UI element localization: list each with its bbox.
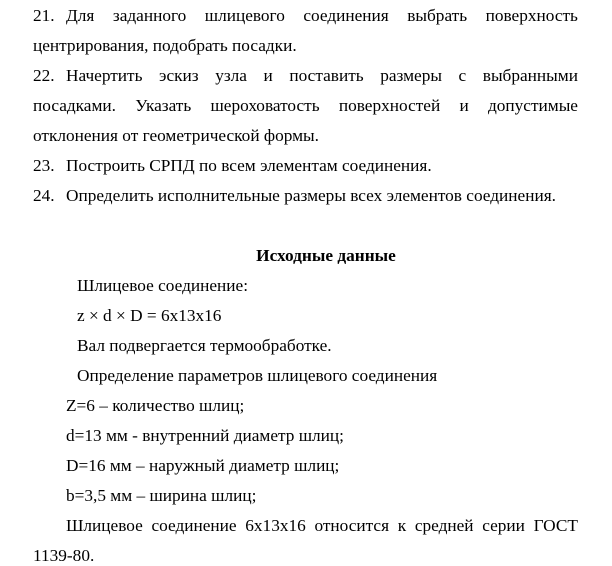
series-statement-line1 bbox=[66, 516, 578, 536]
section-heading: Исходные данные bbox=[256, 246, 396, 265]
list-item-22-word: с bbox=[458, 66, 467, 85]
list-item-22-line3: отклонения от геометрической формы. bbox=[33, 126, 319, 145]
param-outer-diameter: D=16 мм – наружный диаметр шлиц; bbox=[66, 456, 340, 475]
series-statement-word: относится bbox=[314, 516, 390, 535]
list-item-22-word: Указать bbox=[135, 96, 192, 115]
list-item-21-word: шлицевого bbox=[204, 6, 285, 25]
list-item-21-word: выбрать bbox=[407, 6, 468, 25]
spline-formula: z × d × D = 6x13x16 bbox=[77, 306, 222, 325]
list-item-21-word: Для bbox=[66, 6, 95, 25]
shaft-heat-treatment-note: Вал подвергается термообработке. bbox=[77, 336, 332, 355]
series-statement-word: Шлицевое bbox=[66, 516, 143, 535]
param-inner-diameter: d=13 мм - внутренний диаметр шлиц; bbox=[66, 426, 344, 445]
list-item-23-text: Построить СРПД по всем элементам соединения. bbox=[66, 156, 432, 175]
list-item-21-word: заданного bbox=[112, 6, 187, 25]
list-item-21-word: соединения bbox=[303, 6, 389, 25]
series-statement-word: ГОСТ bbox=[533, 516, 578, 535]
list-item-21-number: 21. bbox=[33, 6, 55, 25]
series-statement-word: средней bbox=[414, 516, 474, 535]
list-item-22-word: поставить bbox=[289, 66, 364, 85]
series-statement-line2: 1139-80. bbox=[33, 546, 95, 565]
param-width: b=3,5 мм – ширина шлиц; bbox=[66, 486, 257, 505]
series-statement-word: серии bbox=[482, 516, 525, 535]
parameters-title: Определение параметров шлицевого соединения bbox=[77, 366, 438, 385]
list-item-22-word: и bbox=[263, 66, 273, 85]
list-item-22-word: выбранными bbox=[482, 66, 578, 85]
list-item-24-text: Определить исполнительные размеры всех элементов соединения. bbox=[66, 186, 556, 205]
list-item-21-word: поверхность bbox=[485, 6, 578, 25]
list-item-22-number: 22. bbox=[33, 66, 55, 85]
list-item-22-line2 bbox=[33, 96, 578, 116]
list-item-23-number: 23. bbox=[33, 156, 55, 175]
list-item-22-word: узла bbox=[215, 66, 247, 85]
list-item-22-word: шероховатость bbox=[210, 96, 320, 115]
list-item-21-line1 bbox=[66, 6, 578, 26]
list-item-21-line2: центрирования, подобрать посадки. bbox=[33, 36, 297, 55]
series-statement-word: к bbox=[397, 516, 407, 535]
list-item-24-number: 24. bbox=[33, 186, 55, 205]
spline-connection-label: Шлицевое соединение: bbox=[77, 276, 248, 295]
param-z: Z=6 – количество шлиц; bbox=[66, 396, 245, 415]
list-item-22-word: Начертить bbox=[66, 66, 143, 85]
series-statement-word: 6х13х16 bbox=[245, 516, 306, 535]
list-item-22-line1 bbox=[66, 66, 578, 86]
list-item-22-word: эскиз bbox=[159, 66, 199, 85]
list-item-22-word: посадками. bbox=[33, 96, 116, 115]
list-item-22-word: допустимые bbox=[487, 96, 578, 115]
list-item-22-word: поверхностей bbox=[338, 96, 441, 115]
list-item-22-word: размеры bbox=[380, 66, 442, 85]
list-item-22-word: и bbox=[459, 96, 469, 115]
series-statement-word: соединение bbox=[151, 516, 237, 535]
